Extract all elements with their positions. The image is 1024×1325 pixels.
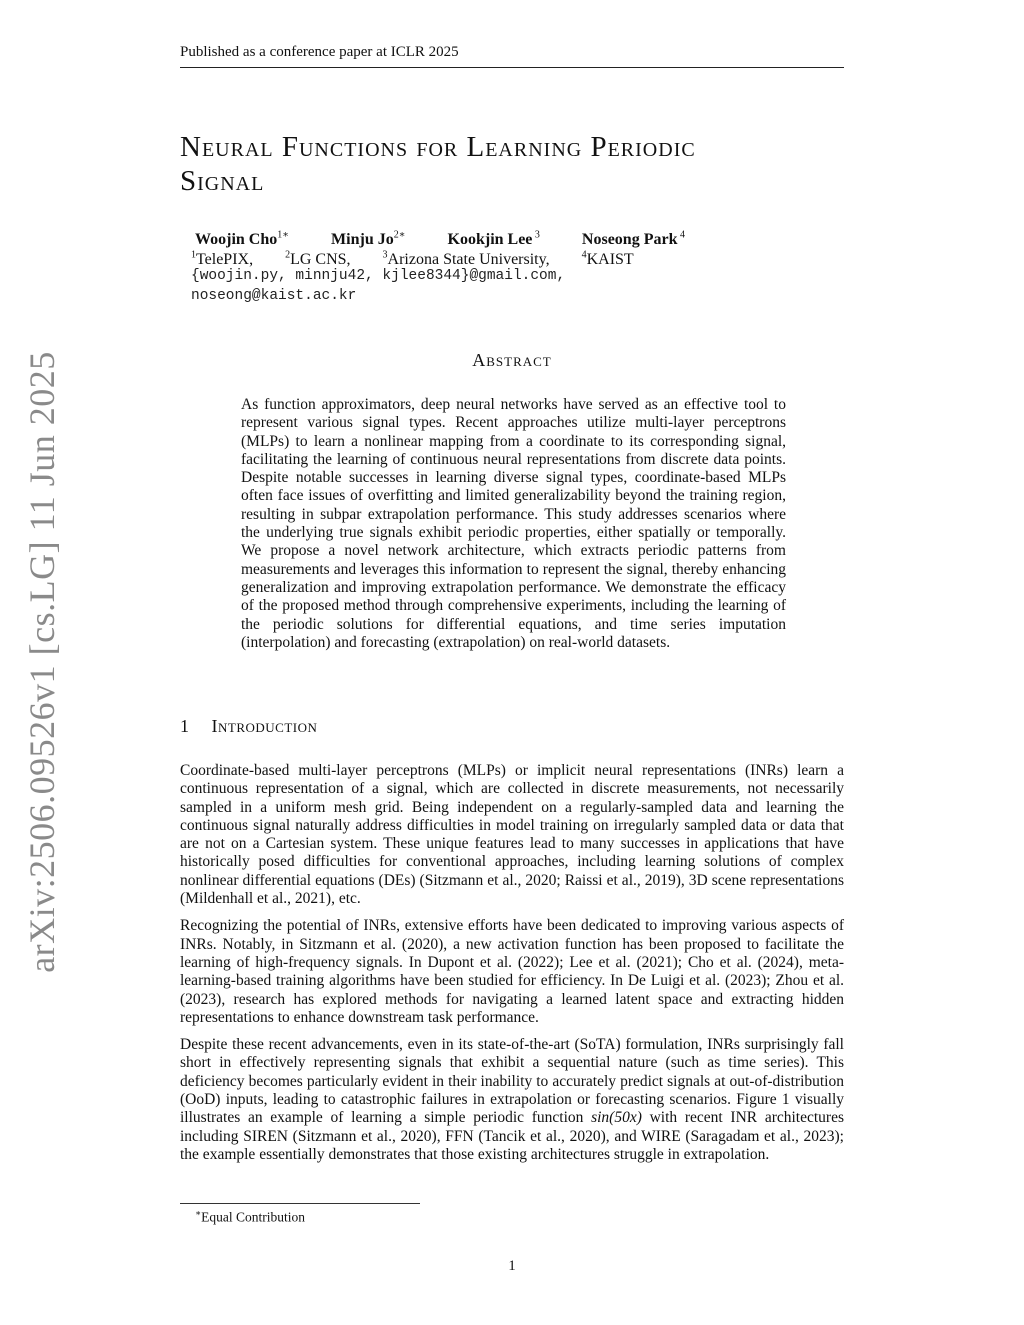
section-number: 1 bbox=[180, 716, 190, 736]
arxiv-stamp: arXiv:2506.09526v1 [cs.LG] 11 Jun 2025 bbox=[22, 351, 62, 973]
email-line: noseong@kaist.ac.kr bbox=[191, 288, 357, 304]
paragraph: Recognizing the potential of INRs, extensive efforts have been dedicated to improving various aspects of INRs. Notably, in Sitzmann et al. (2020), a new activation function has been proposed to facilitate the learning of high-frequency signals. In Dupont et al. (2022); Lee et al. (2021); Cho et al. (2024), meta-learning-based training algorithms have been studied for efficiency. In De Luigi et al. (2023); Zhou et al. (2023), research has explored methods for navigating a learned latent space and extracting hidden representations to enhance downstream task performance. bbox=[180, 917, 844, 1026]
affiliation: $^1$TelePIX, bbox=[191, 250, 254, 269]
author: Noseong Park $^4$ bbox=[581, 230, 685, 249]
math-expression: sin(50x) bbox=[591, 1109, 642, 1127]
author: Woojin Cho$^{1∗}$ bbox=[195, 230, 290, 249]
paragraph: Coordinate-based multi-layer perceptrons (MLPs) or implicit neural representations (INRs) learn a continuous representation of a signal, which are collected in discrete measurements, not necessarily sampled in a uniform mesh grid. Being independent on a regularly-sampled data and learning the continuous signal naturally address difficulties in model training on irregularly sampled data or data that are not on a Cartesian system. These unique features lead to many successes in applications that have historically posed difficulties for conventional approaches, including learning solutions of complex nonlinear differential equations (DEs) (Sitzmann et al., 2020; Raissi et al., 2019), 3D scene representations (Mildenhall et al., 2021), etc. bbox=[180, 762, 844, 908]
running-header: Published as a conference paper at ICLR 2025 bbox=[180, 44, 844, 68]
affiliation: $^4$KAIST bbox=[581, 250, 634, 269]
title-line-2: Signal bbox=[180, 165, 265, 197]
affiliation: $^2$LG CNS, bbox=[285, 250, 351, 269]
section-title: Introduction bbox=[211, 716, 318, 736]
affiliation: $^3$Arizona State University, bbox=[382, 250, 550, 269]
footnote: ∗Equal Contribution bbox=[195, 1208, 305, 1225]
author: Minju $Jo^{2∗}$ bbox=[331, 230, 406, 249]
section-body bbox=[180, 762, 844, 1173]
footnote-rule bbox=[180, 1203, 420, 1204]
abstract-text: As function approximators, deep neural networks have served as an effective tool to represent various signal types. Recent approaches utilize multi-layer perceptrons (MLPs) to learn a nonlinear mapping from a coordinate to its corresponding signal, facilitating the learning of continuous neural representations from discrete data points. Despite notable successes in learning diverse signal types, coordinate-based MLPs often face issues of overfitting and limited generalizability beyond the training region, resulting in subpar extrapolation performance. This study addresses scenarios where the underlying true signals exhibit periodic properties, either spatially or temporally. We propose a novel network architecture, which extracts periodic patterns from measurements and leverages this information to represent the signal, thereby enhancing generalization and improving extrapolation performance. We demonstrate the efficacy of the proposed method through comprehensive experiments, including the learning of the periodic solutions for differential equations, and time series imputation (interpolation) and forecasting (extrapolation) on real-world datasets. bbox=[241, 396, 786, 651]
author-emails bbox=[191, 266, 565, 306]
author: Kookjin Lee $^3$ bbox=[447, 230, 540, 249]
paragraph: Despite these recent advancements, even in its state-of-the-art (SoTA) formulation, INRs surprisingly fall short in effectively representing signals that exhibit a sequential nature (such as time series). This deficiency becomes particularly evident in their inability to accurately predict signals at out-of-distribution (OoD) inputs, leading to catastrophic failures in extrapolation or forecasting scenarios. Figure 1 visually illustrates an example of learning a simple periodic function sin(50x) with recent INR architectures including SIREN (Sitzmann et al., 2020), FFN (Tancik et al., 2020), and WIRE (Saragadam et al., 2023); the example essentially demonstrates that those existing architectures struggle in extrapolation. bbox=[180, 1036, 844, 1163]
title-line-1: Neural Functions for Learning Periodic bbox=[180, 131, 696, 163]
email-line: {woojin.py, minnju42, kjlee8344}@gmail.com, bbox=[191, 268, 566, 284]
paper-title bbox=[180, 130, 840, 198]
section-heading bbox=[180, 716, 317, 737]
page-number: 1 bbox=[508, 1258, 516, 1274]
abstract-heading: Abstract bbox=[472, 350, 552, 370]
